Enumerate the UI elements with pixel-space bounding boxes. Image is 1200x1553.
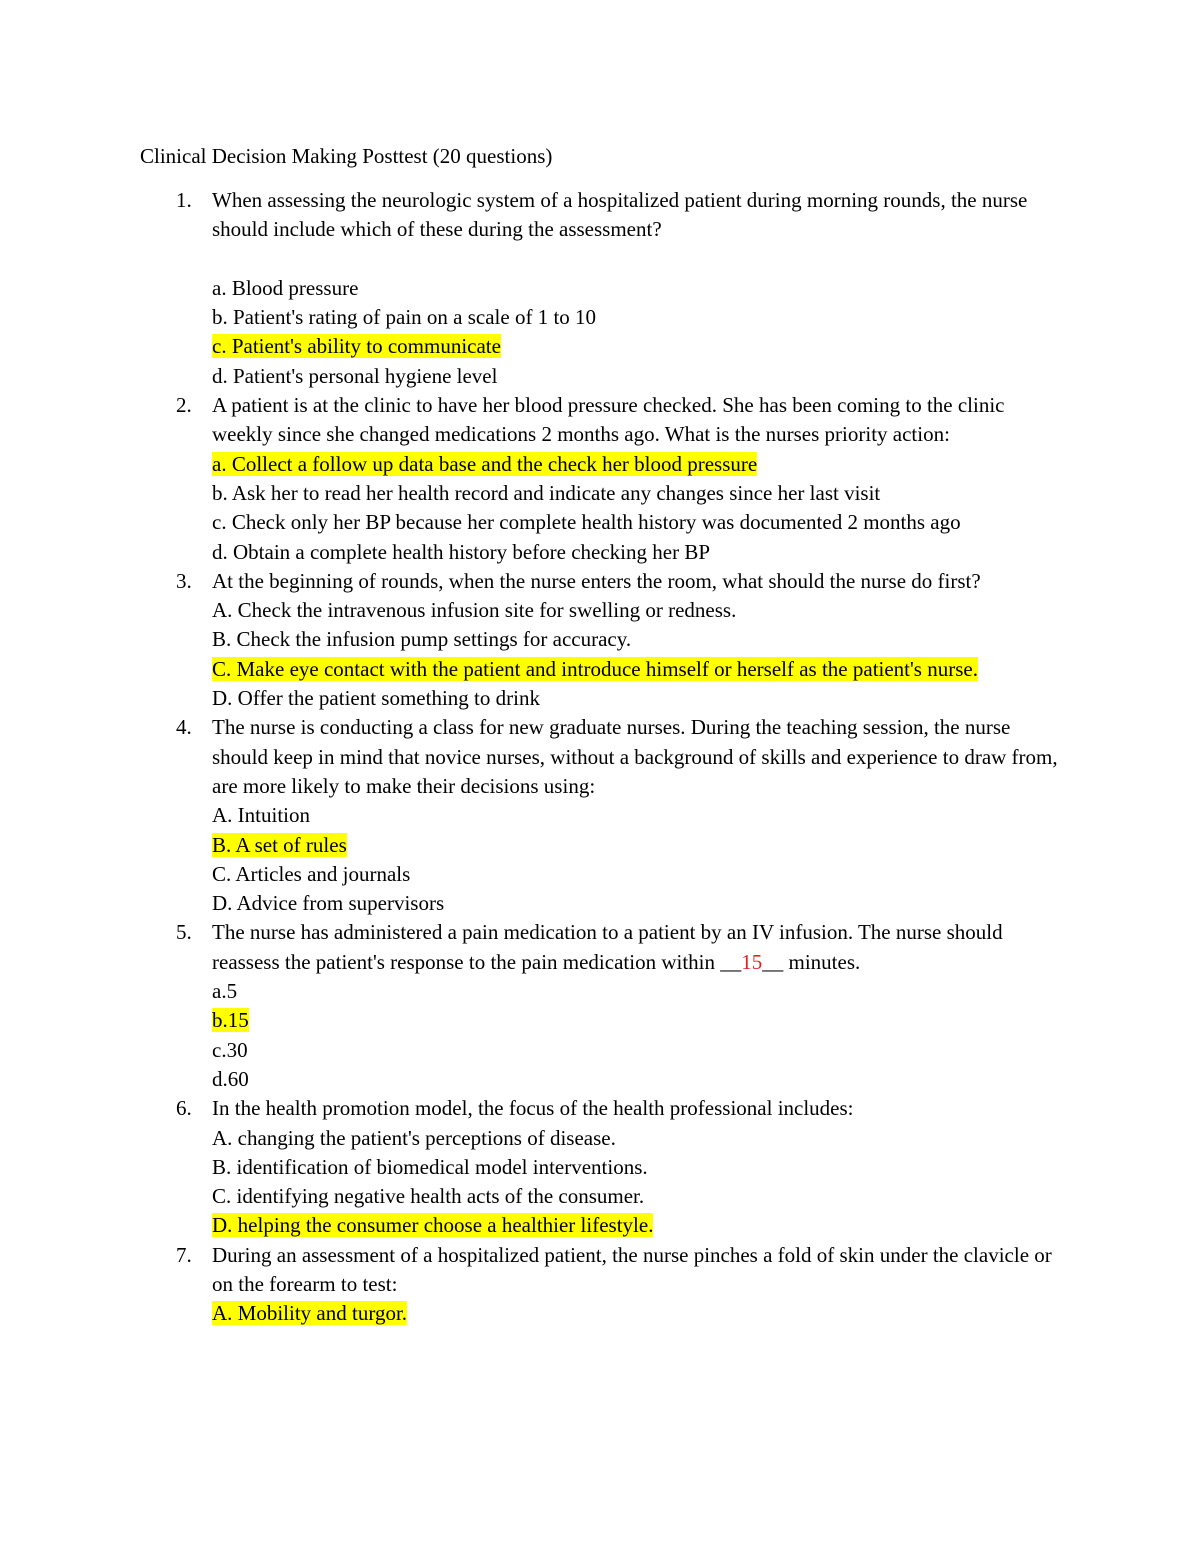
answer-option-correct xyxy=(212,1299,1070,1328)
highlighted-answer: c. Patient's ability to communicate xyxy=(212,334,501,359)
answer-option: D. Offer the patient something to drink xyxy=(212,686,540,711)
stem-text: minutes. xyxy=(783,949,861,974)
answer-option: d.60 xyxy=(212,1066,249,1091)
answer-option-correct xyxy=(212,332,1070,361)
question-7 xyxy=(140,1241,1070,1329)
answer-option: d. Patient's personal hygiene level xyxy=(212,363,498,388)
answer-options xyxy=(212,596,1070,713)
stem-text: The nurse has administered a pain medication to a patient by an IV infusion. The nurse should reassess the patient's response to the pain medication within xyxy=(212,920,1003,974)
answer-option-correct xyxy=(212,1006,1070,1035)
answer-option-correct xyxy=(212,450,1070,479)
answer-option: B. Check the infusion pump settings for accuracy. xyxy=(212,627,632,652)
answer-options xyxy=(212,274,1070,391)
highlighted-answer: B. A set of rules xyxy=(212,832,347,857)
answer-option: b. Ask her to read her health record and indicate any changes since her last visit xyxy=(212,480,881,505)
question-stem: During an assessment of a hospitalized patient, the nurse pinches a fold of skin under the clavicle or on the forearm to test: xyxy=(212,1242,1052,1296)
answer-options xyxy=(212,1299,1070,1328)
blank-underline: __ xyxy=(762,949,784,974)
question-list xyxy=(140,186,1070,1329)
question-3 xyxy=(140,567,1070,713)
question-stem xyxy=(212,918,1070,977)
answer-options xyxy=(212,977,1070,1094)
question-stem: A patient is at the clinic to have her blood pressure checked. She has been coming to the clinic weekly since she changed medications 2 months ago. What is the nurses priority action: xyxy=(212,393,1005,447)
question-number: 4. xyxy=(176,715,192,740)
answer-option: a.5 xyxy=(212,979,238,1004)
question-stem: In the health promotion model, the focus of the health professional includes: xyxy=(212,1096,854,1121)
answer-option: D. Advice from supervisors xyxy=(212,891,445,916)
answer-option: a. Blood pressure xyxy=(212,275,359,300)
document-title: Clinical Decision Making Posttest (20 questions) xyxy=(140,144,553,168)
answer-option: A. Intuition xyxy=(212,803,310,828)
answer-option: c.30 xyxy=(212,1037,248,1062)
answer-option-correct xyxy=(212,655,1070,684)
question-1 xyxy=(140,186,1070,391)
answer-option: d. Obtain a complete health history before checking her BP xyxy=(212,539,711,564)
question-5 xyxy=(140,918,1070,1094)
question-2 xyxy=(140,391,1070,567)
question-number: 3. xyxy=(176,568,192,593)
highlighted-answer: b.15 xyxy=(212,1008,249,1033)
question-number: 7. xyxy=(176,1242,192,1267)
answer-option: B. identification of biomedical model interventions. xyxy=(212,1154,648,1179)
question-stem: At the beginning of rounds, when the nurse enters the room, what should the nurse do first? xyxy=(212,568,981,593)
answer-options xyxy=(212,450,1070,567)
answer-option: b. Patient's rating of pain on a scale of 1 to 10 xyxy=(212,305,597,330)
answer-option: A. changing the patient's perceptions of disease. xyxy=(212,1125,616,1150)
highlighted-answer: D. helping the consumer choose a healthier lifestyle. xyxy=(212,1213,654,1238)
answer-option: C. identifying negative health acts of the consumer. xyxy=(212,1184,645,1209)
question-number: 5. xyxy=(176,920,192,945)
answer-options xyxy=(212,801,1070,918)
answer-option-correct xyxy=(212,1211,1070,1240)
blank-underline: __ xyxy=(720,949,742,974)
answer-options xyxy=(212,1124,1070,1241)
answer-option: A. Check the intravenous infusion site for swelling or redness. xyxy=(212,598,737,623)
answer-option-correct xyxy=(212,831,1070,860)
question-number: 6. xyxy=(176,1096,192,1121)
question-stem: The nurse is conducting a class for new graduate nurses. During the teaching session, the nurse should keep in mind that novice nurses, without a background of skills and experience to draw from, are more likely to make their decisions using: xyxy=(212,715,1058,798)
highlighted-answer: a. Collect a follow up data base and the check her blood pressure xyxy=(212,451,758,476)
blank-line xyxy=(212,245,1070,274)
highlighted-answer: C. Make eye contact with the patient and introduce himself or herself as the patient's nurse. xyxy=(212,656,978,681)
answer-option: c. Check only her BP because her complete health history was documented 2 months ago xyxy=(212,510,961,535)
answer-option: C. Articles and journals xyxy=(212,861,411,886)
question-number: 1. xyxy=(176,188,192,212)
question-6 xyxy=(140,1094,1070,1240)
question-4 xyxy=(140,713,1070,918)
highlighted-answer: A. Mobility and turgor. xyxy=(212,1301,408,1326)
question-stem: When assessing the neurologic system of a hospitalized patient during morning rounds, the nurse should include which of these during the assessment? xyxy=(212,188,1028,242)
question-number: 2. xyxy=(176,393,192,418)
filled-answer: 15 xyxy=(741,949,763,974)
